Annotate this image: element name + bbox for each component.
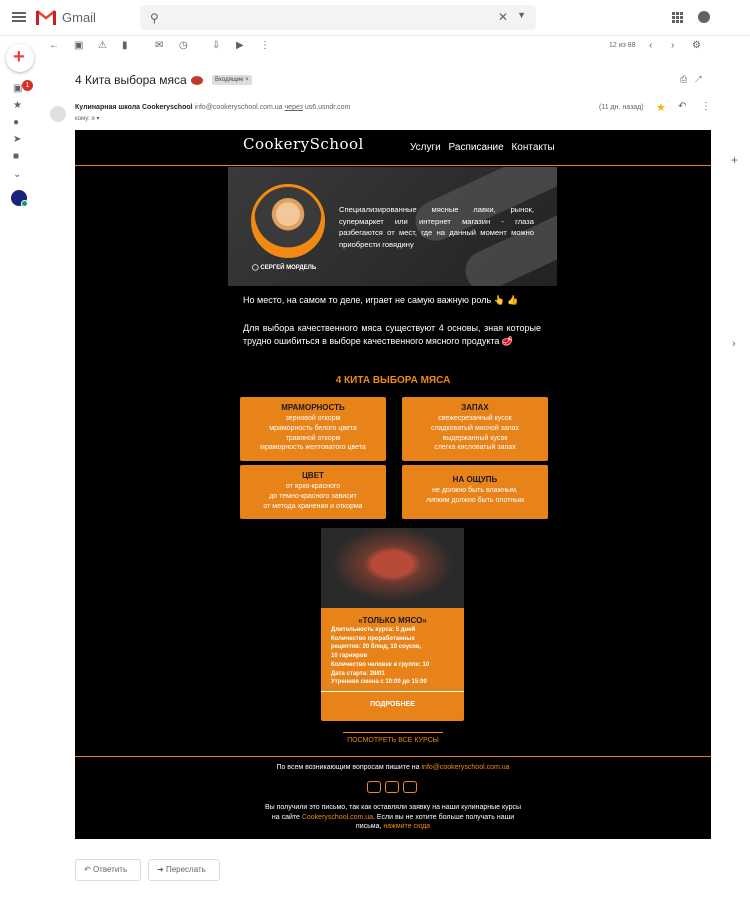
main-menu-icon[interactable] — [12, 12, 26, 22]
card-line: сладковатый мясной запах — [430, 424, 520, 432]
message-toolbar — [44, 38, 710, 58]
card-title: МРАМОРНОСТЬ — [281, 403, 345, 412]
card-marbling — [240, 397, 386, 461]
side-panel-chevron-icon[interactable]: › — [732, 338, 736, 350]
reply-icon[interactable]: ↶ — [678, 101, 687, 112]
forward-label: Переслать — [165, 865, 206, 874]
chef-name: ◯ СЕРГЕЙ МОРДЕЛЬ — [252, 265, 317, 271]
sent-icon[interactable]: ➤ — [13, 134, 22, 145]
card-smell — [402, 397, 548, 461]
email-time: (11 дн. назад) — [599, 104, 644, 111]
footer-divider — [75, 756, 711, 757]
course-details-button[interactable]: ПОДРОБНЕЕ — [370, 701, 415, 708]
all-courses-divider — [343, 732, 443, 733]
footer-note — [265, 803, 521, 832]
course-detail-line: Количество проработанных — [331, 635, 415, 642]
course-card — [321, 528, 464, 721]
card-line: не должно быть влажным, — [432, 487, 518, 494]
page-count: 12 из 88 — [609, 42, 636, 49]
sender-avatar — [50, 106, 66, 122]
facebook-icon[interactable] — [385, 781, 399, 793]
label-icon[interactable]: ▶ — [236, 40, 244, 51]
footer-note-text: Вы получили это письмо, так как оставляли заявку на наши кулинарные курсы на сайте — [265, 804, 521, 821]
compose-button[interactable] — [6, 44, 34, 72]
star-icon[interactable]: ★ — [656, 102, 666, 114]
course-detail-line: Длительность курса: 5 дней — [331, 627, 416, 633]
archive-icon[interactable]: ▣ — [74, 40, 84, 51]
course-detail-line: Утренняя смена с 10:00 до 15:00 — [331, 679, 427, 686]
card-title: ЗАПАХ — [461, 403, 489, 412]
search-options-icon[interactable]: ▼ — [517, 10, 526, 20]
meat-photo — [321, 528, 464, 608]
back-arrow-icon[interactable]: ← — [49, 40, 59, 51]
card-title: НА ОЩУПЬ — [452, 475, 498, 484]
plus-icon: + — [13, 46, 25, 68]
account-icon[interactable] — [698, 11, 710, 23]
sender-line — [75, 104, 350, 111]
subject-text: 4 Кита выбора мяса — [75, 73, 187, 87]
nav-contacts-link[interactable]: Контакты — [511, 142, 555, 153]
card-line: от метода хранения и откорма — [263, 502, 363, 510]
reply-arrow-icon: ↶ — [84, 865, 91, 874]
youtube-icon[interactable] — [367, 781, 381, 793]
sender-email: info@cookeryschool.com.ua — [194, 104, 283, 111]
more-chevron-icon[interactable]: ⌄ — [13, 169, 22, 180]
clear-search-icon[interactable]: ✕ — [497, 10, 508, 24]
social-links — [367, 780, 423, 794]
hero-banner — [228, 167, 557, 286]
course-title: «ТОЛЬКО МЯСО» — [358, 616, 427, 625]
snoozed-icon[interactable]: ● — [13, 117, 20, 128]
email-subject — [75, 73, 203, 87]
drafts-icon[interactable]: ■ — [13, 151, 20, 162]
card-color — [240, 465, 386, 519]
nav-schedule-link[interactable]: Расписание — [448, 142, 504, 153]
forward-button[interactable] — [148, 859, 220, 881]
forward-arrow-icon: ➜ — [157, 865, 164, 874]
footer-contact-text: По всем возникающим вопросам пишите на — [276, 764, 420, 771]
intro-paragraph-1: Но место, на самом то деле, играет не самую важную роль 👆 👍 — [243, 295, 519, 305]
more-options-icon[interactable]: ⋮ — [260, 40, 270, 51]
card-line: липким должно быть плотным — [425, 496, 525, 504]
print-icon[interactable]: ⎙ ↗ — [680, 74, 702, 84]
via-domain: us6.usndr.com — [304, 104, 351, 111]
intro-paragraph-2: Для выбора качественного мяса существуют 4 основы, зная которые трудно ошибиться в выборе качественного мясного продукта 🥩 — [243, 323, 541, 346]
older-chevron-icon[interactable]: › — [671, 40, 675, 51]
card-line: зерновой откорм — [285, 415, 341, 422]
site-link[interactable]: Cookeryschool.com.ua — [301, 813, 374, 821]
card-line: выдержанный кусок — [442, 434, 508, 442]
course-detail-line: Дата старта: 28/01 — [331, 670, 385, 677]
course-details — [331, 626, 459, 687]
starred-icon[interactable]: ★ — [13, 100, 22, 111]
newer-chevron-icon[interactable]: ‹ — [649, 40, 653, 51]
via-link[interactable]: через — [284, 104, 303, 111]
recipients-text: кому: я — [75, 116, 95, 122]
sender-name: Кулинарная школа Cookeryschool — [75, 104, 193, 111]
search-input[interactable] — [170, 10, 470, 25]
gmail-logo-icon[interactable] — [36, 9, 56, 25]
card-line: мраморность желтоватого цвета — [260, 444, 366, 452]
inbox-count-badge: 1 — [22, 80, 33, 91]
card-line: мраморность белого цвета — [269, 424, 357, 432]
footer-note-text: . Если вы не хотите больше получать наши письма, — [355, 813, 515, 830]
card-line: свежесрезанный кусок — [438, 415, 512, 422]
recipients-line[interactable]: кому: я ▾ — [75, 116, 100, 122]
search-bar — [140, 5, 536, 30]
search-icon[interactable]: ⚲ — [150, 11, 159, 25]
card-touch — [402, 465, 548, 519]
card-line: слегка кисловатый запах — [434, 444, 516, 452]
course-detail-line: Количество человек в группе: 10 — [331, 661, 430, 668]
card-line: от ярко-красного — [285, 483, 341, 490]
header-divider — [75, 165, 711, 166]
hangouts-avatar[interactable] — [11, 190, 27, 206]
get-addons-plus-icon[interactable]: + — [731, 153, 739, 167]
inbox-icon[interactable]: ▣ — [13, 83, 23, 94]
course-detail-line: 10 гарниров — [331, 653, 368, 660]
footer-email-link[interactable]: info@cookeryschool.com.ua — [421, 764, 510, 771]
all-courses-link[interactable]: ПОСМОТРЕТЬ ВСЕ КУРСЫ — [347, 737, 439, 744]
delete-icon[interactable]: ▮ — [122, 40, 128, 51]
hero-text: Специализированные мясные лавки, рынок, супермаркет или интернет магазин - глаза разбегаются от мест, где на данный момент можно приобрести говядину — [339, 205, 534, 249]
unsubscribe-link[interactable]: нажмите сюда — [383, 823, 431, 830]
section-title: 4 КИТА ВЫБОРА МЯСА — [335, 375, 451, 386]
chef-name-text: СЕРГЕЙ МОРДЕЛЬ — [260, 265, 317, 271]
snooze-icon[interactable]: ◷ — [179, 40, 188, 51]
course-divider — [321, 691, 464, 692]
course-detail-line: рецептов: 20 блюд, 10 соусов, — [331, 644, 422, 651]
apps-grid-icon[interactable] — [672, 12, 683, 23]
move-to-icon[interactable]: ⇩ — [212, 40, 221, 51]
app-name: Gmail — [62, 10, 96, 25]
reply-button[interactable] — [75, 859, 141, 881]
instagram-icon[interactable] — [403, 781, 417, 793]
report-spam-icon[interactable]: ⚠ — [98, 40, 107, 51]
chef-photo — [251, 184, 325, 258]
footer-contact — [75, 764, 711, 771]
message-more-icon[interactable]: ⋮ — [701, 101, 711, 112]
open-new-window-icon[interactable]: ↗ — [694, 74, 702, 84]
inbox-label-chip[interactable]: Входящие × — [212, 75, 252, 85]
reply-label: Ответить — [92, 865, 128, 874]
settings-gear-icon[interactable]: ⚙ — [692, 40, 701, 51]
cookeryschool-logo[interactable]: CookerySchool — [243, 135, 364, 153]
card-line: травяной откорм — [285, 434, 341, 442]
card-line: до темно-красного зависит — [269, 492, 357, 500]
steak-emoji-icon — [191, 76, 203, 85]
letter-nav — [410, 142, 560, 153]
top-bar — [0, 0, 750, 36]
card-title: ЦВЕТ — [302, 471, 324, 480]
nav-services-link[interactable]: Услуги — [410, 142, 441, 153]
mark-unread-icon[interactable]: ✉ — [155, 40, 164, 51]
email-content — [75, 130, 711, 839]
